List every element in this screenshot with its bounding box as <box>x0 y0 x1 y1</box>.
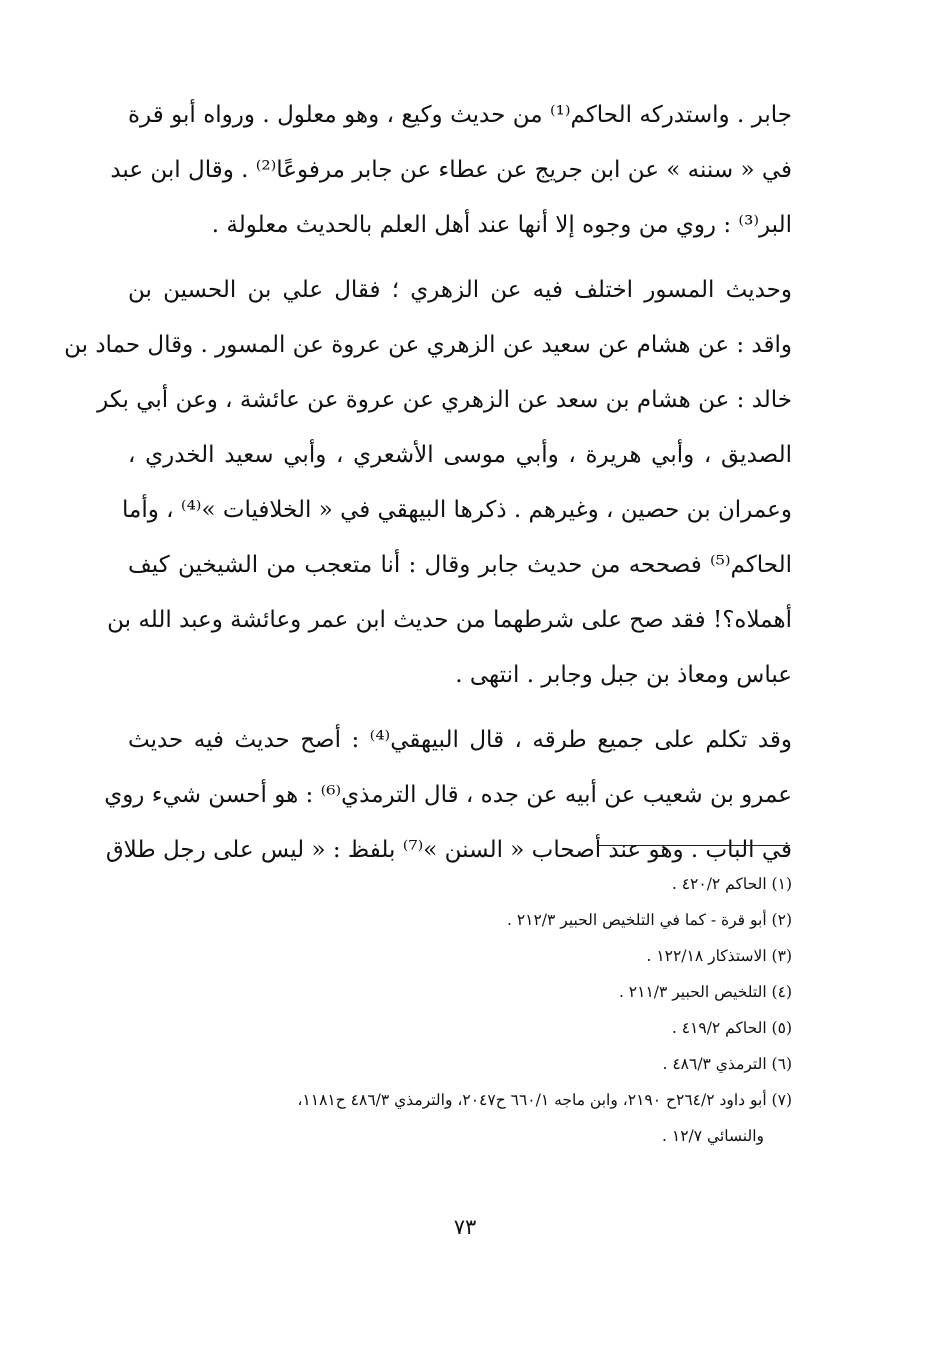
paragraph-3 <box>104 713 792 878</box>
text-line: وعمران بن حصين ، وغيرهم . ذكرها البيهقي في « الخلافيات »⁽⁴⁾ ، وأما <box>122 497 792 523</box>
footnote-6: (٦) الترمذي ٤٨٦/٣ . <box>662 1055 792 1073</box>
footnote-5: (٥) الحاكم ٤١٩/٢ . <box>671 1019 792 1037</box>
text-line: أهملاه؟! فقد صح على شرطهما من حديث ابن عمر وعائشة وعبد الله بن <box>107 607 792 633</box>
main-text <box>64 88 793 878</box>
text-line: الحاكم⁽⁵⁾ فصححه من حديث جابر وقال : أنا متعجب من الشيخين كيف <box>128 552 792 578</box>
text-line: واقد : عن هشام عن سعيد عن الزهري عن عروة عن المسور . وقال حماد بن <box>64 332 792 358</box>
text-line: عمرو بن شعيب عن أبيه عن جده ، قال الترمذي⁽⁶⁾ : هو أحسن شيء روي <box>104 782 792 808</box>
paragraph-gap <box>128 703 792 713</box>
footnote-1: (١) الحاكم ٤٢٠/٢ . <box>671 875 792 893</box>
text-line: في « سننه » عن ابن جريج عن عطاء عن جابر مرفوعًا⁽²⁾ . وقال ابن عبد <box>110 157 792 183</box>
paragraph-gap <box>128 253 792 263</box>
footnotes <box>128 866 792 1154</box>
text-line: خالد : عن هشام بن سعد عن الزهري عن عروة عن عائشة ، وعن أبي بكر <box>97 387 792 413</box>
footnote-separator <box>598 845 790 846</box>
footnote-7-continuation: والنسائي ١٢/٧ . <box>662 1127 764 1145</box>
footnote-2: (٢) أبو قرة - كما في التلخيص الحبير ٢١٢/٣ . <box>506 911 792 929</box>
footnote-4: (٤) التلخيص الحبير ٢١١/٣ . <box>618 983 792 1001</box>
text-line: وحديث المسور اختلف فيه عن الزهري ؛ فقال علي بن الحسين بن <box>128 277 792 303</box>
text-line: عباس ومعاذ بن جبل وجابر . انتهى . <box>455 662 792 688</box>
text-line: البر⁽³⁾ : روي من وجوه إلا أنها عند أهل العلم بالحديث معلولة . <box>211 212 792 238</box>
page-number: ٧٣ <box>453 1215 477 1239</box>
text-line: جابر . واستدركه الحاكم⁽¹⁾ من حديث وكيع ، وهو معلول . ورواه أبو قرة <box>128 102 793 128</box>
text-line: في الباب . وهو عند أصحاب « السنن »⁽⁷⁾ بلفظ : « ليس على رجل طلاق <box>105 837 792 863</box>
paragraph-1 <box>110 88 793 253</box>
text-line: وقد تكلم على جميع طرقه ، قال البيهقي⁽⁴⁾ : أصح حديث فيه حديث <box>128 727 792 753</box>
footnote-3: (٣) الاستذكار ١٢٢/١٨ . <box>646 947 792 965</box>
paragraph-2 <box>64 263 792 703</box>
text-line: الصديق ، وأبي هريرة ، وأبي موسى الأشعري ، وأبي سعيد الخدري ، <box>128 442 792 468</box>
footnote-7: (٧) أبو داود ٢٦٤/٢ح ٢١٩٠، وابن ماجه ٦٦٠/١ ح٢٠٤٧، والترمذي ٤٨٦/٣ ح١١٨١، <box>297 1091 792 1109</box>
